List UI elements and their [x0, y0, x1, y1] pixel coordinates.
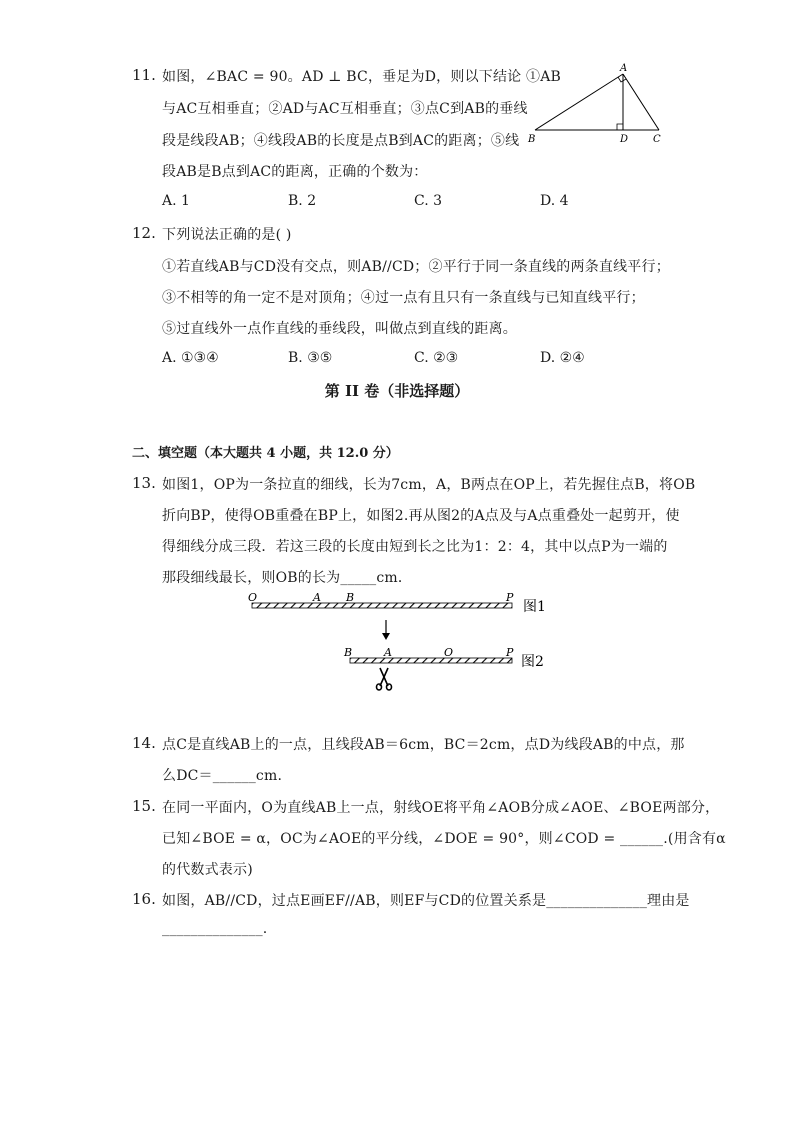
- q14-line-1: 点C是直线AB上的一点，且线段AB＝6cm，BC＝2cm，点D为线段AB的中点，那: [162, 737, 685, 753]
- line-ac: [623, 74, 659, 130]
- q11-triangle-figure: [525, 62, 665, 148]
- q11-number: 11.: [132, 66, 156, 84]
- fig1-caption: 图1: [523, 599, 546, 615]
- scissors-icon: [377, 668, 392, 690]
- line-ab: [535, 74, 623, 130]
- fig1-label-a: A: [313, 591, 321, 604]
- q14-line-2: 么DC＝______cm.: [162, 768, 283, 784]
- fig2-label-a: A: [384, 646, 392, 659]
- q13-line-1: 如图1，OP为一条拉直的细线，长为7cm，A，B两点在OP上，若先握住点B，将OB: [162, 477, 696, 493]
- fig2-string: [350, 658, 512, 663]
- q11-line-4: 段AB是B点到AC的距离，正确的个数为：: [162, 164, 428, 180]
- q15-number: 15.: [132, 797, 156, 815]
- q13-figure: [240, 590, 570, 700]
- q12-line-2: ③不相等的角一定不是对顶角；④过一点有且只有一条直线与已知直线平行；: [162, 290, 645, 306]
- down-arrow-icon: [382, 633, 390, 640]
- q11-option-b: B. 2: [288, 193, 317, 209]
- q12-line-1: ①若直线AB与CD没有交点，则AB//CD；②平行于同一条直线的两条直线平行；: [162, 259, 670, 275]
- q16-line-1: 如图，AB//CD，过点E画EF//AB，则EF与CD的位置关系是______________理由是: [162, 893, 690, 909]
- q16-number: 16.: [132, 890, 156, 908]
- q13-line-4: 那段细线最长，则OB的长为_____cm．: [162, 570, 413, 586]
- part2-title: 第 II 卷（非选择题）: [324, 382, 470, 400]
- q11-option-c: C. 3: [414, 193, 443, 209]
- q11-option-d: D. 4: [540, 193, 569, 209]
- fig2-label-p: P: [506, 646, 514, 659]
- fig2-label-o: O: [444, 646, 454, 659]
- q13-number: 13.: [132, 474, 156, 492]
- fig1-label-p: P: [506, 591, 514, 604]
- fig2-label-b: B: [344, 646, 353, 659]
- q12-number: 12.: [132, 224, 156, 242]
- right-angle-a: [618, 77, 626, 82]
- q12-option-c: C. ②③: [414, 350, 459, 366]
- right-angle-d: [617, 124, 623, 130]
- section2-header: 二、填空题（本大题共 4 小题，共 12.0 分）: [132, 446, 399, 461]
- q15-line-1: 在同一平面内，O为直线AB上一点，射线OE将平角∠AOB分成∠AOE、∠BOE两部分，: [162, 800, 720, 816]
- q11-line-1: 如图，∠BAC = 90。AD ⊥ BC，垂足为D，则以下结论 ①AB: [162, 69, 562, 85]
- q15-line-3: 的代数式表示): [162, 862, 253, 878]
- q11-line-2: 与AC互相垂直；②AD与AC互相垂直；③点C到AB的垂线: [162, 101, 528, 117]
- fig1-label-o: O: [248, 591, 258, 604]
- q11-option-a: A. 1: [162, 193, 190, 209]
- label-c: C: [653, 134, 661, 145]
- q13-line-2: 折向BP，使得OB重叠在BP上，如图2.再从图2的A点及与A点重叠处一起剪开，使: [162, 508, 680, 524]
- fig2-caption: 图2: [521, 654, 544, 670]
- q12-option-a: A. ①③④: [162, 350, 219, 366]
- q14-number: 14.: [132, 734, 156, 752]
- q13-line-3: 得细线分成三段．若这三段的长度由短到长之比为1：2：4，其中以点P为一端的: [162, 539, 668, 555]
- q15-line-2: 已知∠BOE = α，OC为∠AOE的平分线，∠DOE = 90°，则∠COD = ______.(用含有α: [162, 831, 726, 847]
- q12-stem: 下列说法正确的是( ): [162, 227, 292, 243]
- q12-option-b: B. ③⑤: [288, 350, 333, 366]
- q12-line-3: ⑤过直线外一点作直线的垂线段，叫做点到直线的距离。: [162, 321, 517, 337]
- label-a: A: [620, 63, 628, 74]
- q16-line-2: ______________.: [162, 921, 268, 937]
- label-d: D: [620, 134, 629, 145]
- label-b: B: [528, 134, 536, 145]
- q11-line-3: 段是线段AB；④线段AB的长度是点B到AC的距离；⑤线: [162, 133, 520, 149]
- fig1-string: [252, 603, 512, 608]
- q12-option-d: D. ②④: [540, 350, 585, 366]
- fig1-label-b: B: [346, 591, 355, 604]
